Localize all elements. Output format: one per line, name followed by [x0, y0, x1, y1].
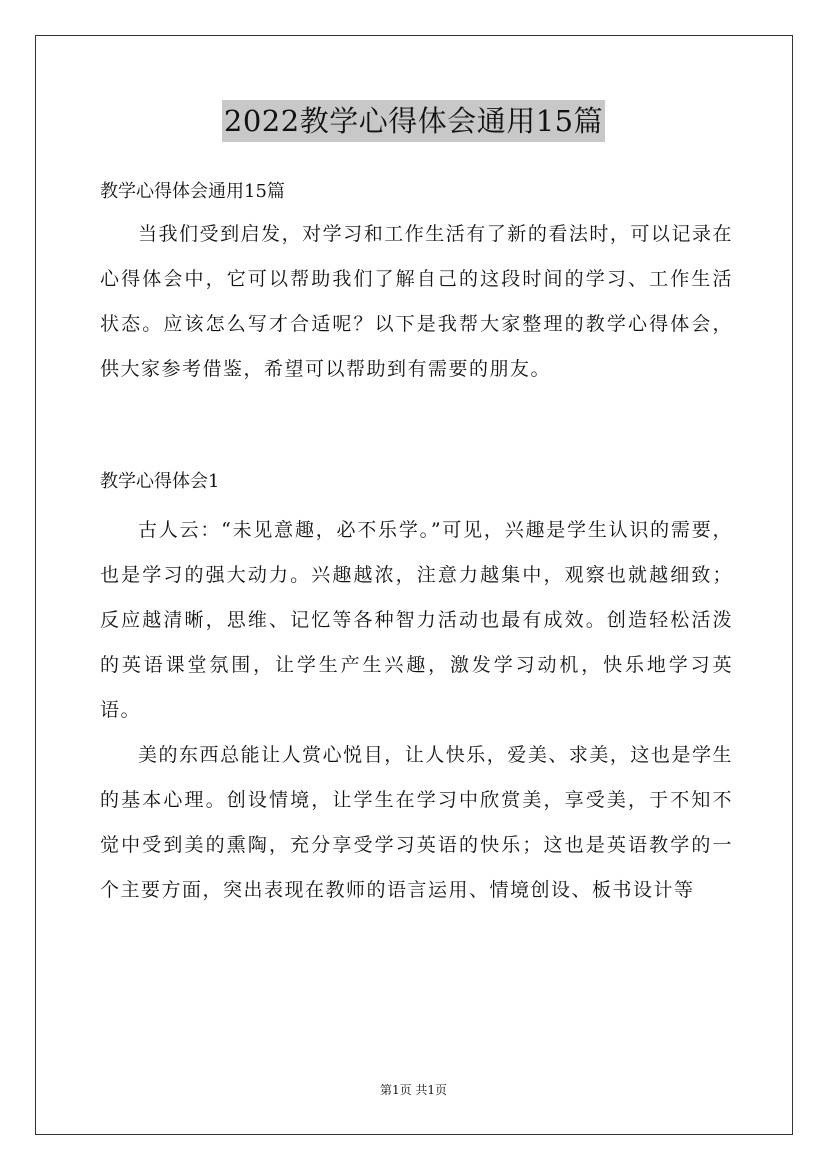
document-title-container	[0, 100, 827, 142]
body-paragraph-1: 古人云：“未见意趣，必不乐学。”可见，兴趣是学生认识的需要，也是学习的强大动力。兴趣越浓，注意力越集中，观察也就越细致；反应越清晰，思维、记忆等各种智力活动也最有成效。创造轻松活泼的英语课堂氛围，让学生产生兴趣，激发学习动机，快乐地学习英语。	[100, 519, 733, 721]
document-body	[100, 172, 733, 913]
body-paragraph-2: 美的东西总能让人赏心悦目，让人快乐，爱美、求美，这也是学生的基本心理。创设情境，让学生在学习中欣赏美，享受美，于不知不觉中受到美的熏陶，充分享受学习英语的快乐；这也是英语教学的一个主要方面，突出表现在教师的语言运用、情境创设、板书设计等	[100, 744, 733, 901]
document-subtitle: 教学心得体会通用15篇	[100, 181, 285, 202]
page-footer: 第1页 共1页	[379, 1083, 448, 1097]
spacer	[100, 392, 733, 410]
section-heading: 教学心得体会1	[100, 471, 220, 492]
intro-paragraph: 当我们受到启发，对学习和工作生活有了新的看法时，可以记录在心得体会中，它可以帮助我们了解自己的这段时间的学习、工作生活状态。应该怎么写才合适呢？以下是我帮大家整理的教学心得体会，供大家参考借鉴，希望可以帮助到有需要的朋友。	[100, 223, 733, 380]
document-title: 2022教学心得体会通用15篇	[222, 100, 605, 142]
